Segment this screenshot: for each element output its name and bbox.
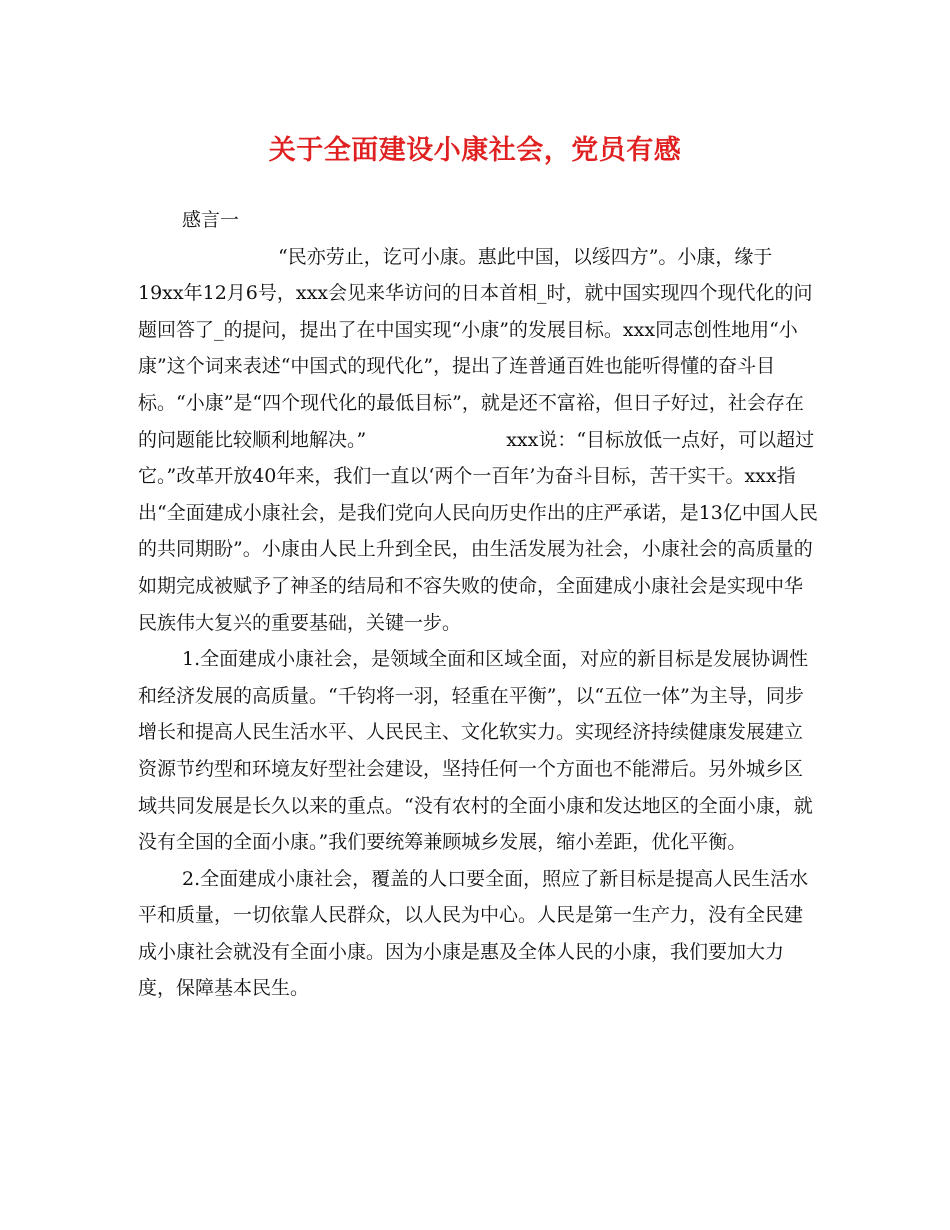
- paragraph-1-part-1: “民亦劳止，讫可小康。惠此中国，以绥四方”。小康，缘于19xx年12月6号，xxx会见来华访问的日本首相_时，就中国实现四个现代化的问题回答了_的提问，提出了在中国实现“小康”的发展目标。xxx同志创性地用“小康”这个词来表述“中国式的现代化”，提出了连普通百姓也能听得懂的奋斗目标。“小康”是“四个现代化的最低目标”，就是还不富裕，但日子好过，社会存在的问题能比较顺利地解决。”: [138, 245, 813, 451]
- document-body: [138, 202, 818, 1007]
- document-title: 关于全面建设小康社会，党员有感: [268, 135, 682, 166]
- paragraph-3: 2.全面建成小康社会，覆盖的人口要全面，照应了新目标是提高人民生活水平和质量，一切依靠人民群众，以人民为中心。人民是第一生产力，没有全民建成小康社会就没有全面小康。因为小康是惠及全体人民的小康，我们要加大力度，保障基本民生。: [138, 867, 809, 1000]
- paragraph-2: 1.全面建成小康社会，是领域全面和区域全面，对应的新目标是发展协调性和经济发展的高质量。“千钧将一羽，轻重在平衡”，以“五位一体”为主导，同步增长和提高人民生活水平、人民民主、文化软实力。实现经济持续健康发展建立资源节约型和环境友好型社会建设，坚持任何一个方面也不能滞后。另外城乡区域共同发展是长久以来的重点。“没有农村的全面小康和发达地区的全面小康，就没有全国的全面小康。”我们要统筹兼顾城乡发展，缩小差距，优化平衡。: [138, 648, 813, 854]
- paragraph-1-part-2: xxx说：“目标放低一点好，可以超过它。”改革开放40年来，我们一直以‘两个一百年’为奋斗目标，苦干实干。xxx指出“全面建成小康社会，是我们党向人民向历史作出的庄严承诺，是13亿中国人民的共同期盼”。小康由人民上升到全民，由生活发展为社会，小康社会的高质量的如期完成被赋予了神圣的结局和不容失败的使命，全面建成小康社会是实现中华民族伟大复兴的重要基础，关键一步。: [138, 428, 818, 634]
- paragraph-1: [138, 239, 818, 642]
- section-heading: 感言一: [182, 209, 240, 231]
